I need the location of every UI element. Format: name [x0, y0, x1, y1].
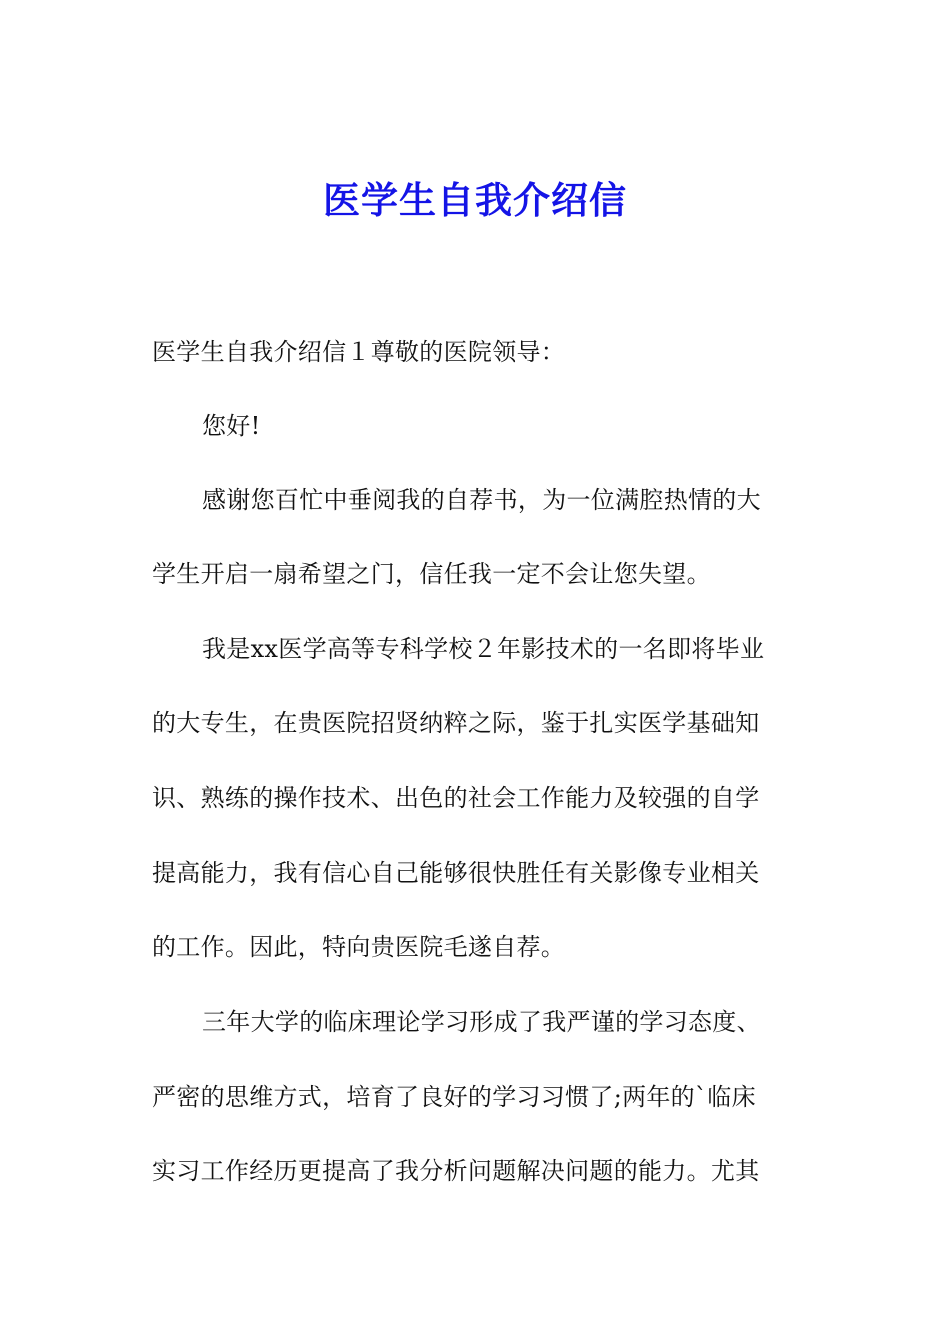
text-line-3: 感谢您百忙中垂阅我的自荐书，为一位满腔热情的大: [202, 486, 761, 514]
text-line-5: 我是xx医学高等专科学校２年影技术的一名即将毕业: [202, 635, 765, 663]
text-line-9: 的工作。因此，特向贵医院毛遂自荐。: [152, 933, 566, 961]
text-line-4: 学生开启一扇希望之门，信任我一定不会让您失望。: [152, 560, 711, 588]
text-line-8: 提高能力，我有信心自己能够很快胜任有关影像专业相关: [152, 859, 760, 887]
document-title: 医学生自我介绍信: [323, 178, 627, 222]
text-line-11: 严密的思维方式，培育了良好的学习习惯了;两年的`临床: [152, 1083, 756, 1111]
text-line-12: 实习工作经历更提高了我分析问题解决问题的能力。尤其: [152, 1157, 760, 1185]
text-line-6: 的大专生，在贵医院招贤纳粹之际，鉴于扎实医学基础知: [152, 709, 760, 737]
text-line-7: 识、熟练的操作技术、出色的社会工作能力及较强的自学: [152, 784, 760, 812]
text-line-2: 您好!: [202, 412, 261, 440]
text-line-10: 三年大学的临床理论学习形成了我严谨的学习态度、: [202, 1008, 761, 1036]
text-line-1: 医学生自我介绍信１尊敬的医院领导：: [152, 338, 566, 366]
